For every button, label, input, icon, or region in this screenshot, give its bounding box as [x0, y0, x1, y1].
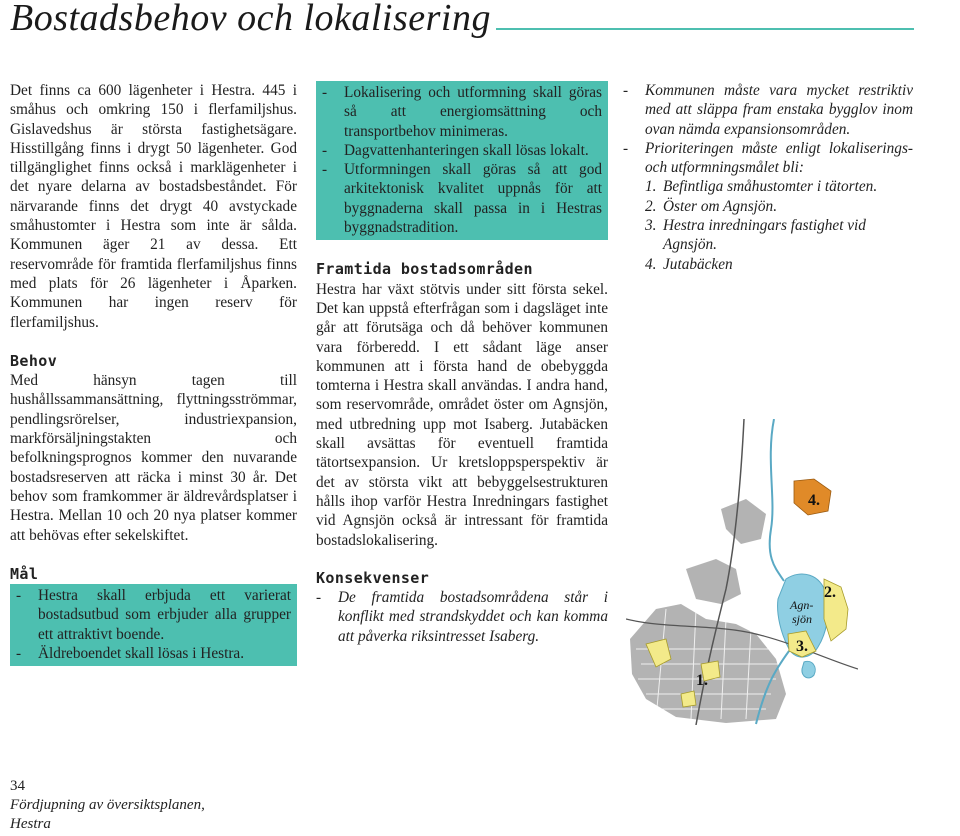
map-label-lake-text: sjön	[792, 612, 813, 626]
priority-item	[645, 177, 913, 196]
title-rule	[496, 28, 914, 30]
priority-text: Hestra inredningars fastighet vid Agnsjön.	[663, 217, 866, 254]
list-item-text: Kommunen måste vara mycket restriktiv med att släppa fram enstaka bygglov inom ovan nämda expansionsområden.	[645, 82, 913, 138]
expansion-areas-map	[626, 419, 858, 725]
column-right	[623, 81, 913, 274]
list-item-text: Hestra skall erbjuda ett varierat bostadsutbud som erbjuder alla grupper ett attraktivt boende.	[38, 587, 291, 643]
behov-paragraph: Med hänsyn tagen till hushållssammansättning, flyttningsströmmar, pendlingsrörelser, industriexpansion, markförsäljningstakten och befolkningsprognos kommer den nuvarande bostadsreserven att räcka i minst 30 år. Det behov som framkommer är äldrevårdsplatser i Hestra. Mellan 10 och 20 nya platser kommer att behövas efter sekelskiftet.	[10, 372, 297, 544]
behov-heading: Behov	[10, 351, 58, 370]
priority-number: 3.	[645, 217, 657, 235]
priority-text: Befintliga småhustomter i tätorten.	[663, 178, 878, 196]
priority-text: Öster om Agnsjön.	[663, 197, 778, 215]
map-label-area-4: 4.	[808, 492, 820, 509]
list-item-text: Prioriteringen måste enligt lokaliserings- och utformningsmålet bli:	[645, 139, 913, 177]
page-title: Bostadsbehov och lokalisering	[10, 0, 491, 39]
list-item: - Hestra skall erbjuda ett varierat bostadsutbud som erbjuder alla grupper ett attraktivt boende.	[16, 587, 291, 643]
list-item: - Utformningen skall göras så att god arkitektonisk kvalitet uppnås för att byggnaderna skall passa in i Hestras byggnadstradition.	[322, 161, 602, 237]
map-label-area-2: 2.	[824, 584, 836, 601]
lake-small	[802, 661, 815, 678]
list-item-text: De framtida bostadsområdena står i konflikt med strandskyddet och kan komma att påverka riksintresset Isaberg.	[338, 589, 608, 645]
list-item-text: Äldreboendet skall lösas i Hestra.	[38, 645, 245, 663]
priority-text: Jutabäcken	[663, 255, 733, 273]
policy-list	[623, 81, 913, 177]
mal-box	[10, 584, 297, 666]
intro-paragraph: Det finns ca 600 lägenheter i Hestra. 445 i småhus och omkring 150 i flerfamiljshus. Gislavedshus är största fastighetsägare. Hisstillgång finns i drygt 50 lägenheter. God tillgänglighet finns också i marklägenheter i det nyare delarna av bostadsbeståndet. För närvarande finns det drygt 40 avstyckade småhustomter i Hestra som inte är sålda. Kommunen äger 21 av dessa. Ett reservområde för framtida flerfamiljshus finns med plats för 26 lägenheter i Åparken. Kommunen har ingen reserv för flerfamiljshus.	[10, 82, 297, 331]
page-number: 34	[10, 778, 25, 794]
map-label-area-1: 1.	[696, 672, 708, 689]
priority-item	[645, 216, 913, 255]
list-item: - De framtida bostadsområdena står i konflikt med strandskyddet och kan komma att påverka riksintresset Isaberg.	[316, 589, 608, 645]
column-middle	[316, 81, 608, 646]
footer-line: Hestra	[10, 816, 51, 832]
priority-item	[645, 255, 913, 274]
priority-number: 1.	[645, 178, 657, 196]
footer-line: Fördjupning av översiktsplanen,	[10, 797, 205, 813]
goals-box	[316, 81, 608, 240]
map-label-lake-text: Agn-	[790, 598, 814, 612]
list-item-text: Utformningen skall göras så att god arkitektonisk kvalitet uppnås för att byggnaderna skall passa in i Hestras byggnadstradition.	[344, 161, 602, 237]
priority-number: 2.	[645, 197, 657, 215]
framtida-heading: Framtida bostadsområden	[316, 260, 533, 279]
list-item-text: Dagvattenhanteringen skall lösas lokalt.	[344, 141, 589, 159]
list-item: - Kommunen måste vara mycket restriktiv med att släppa fram enstaka bygglov inom ovan nämda expansionsområden.	[623, 82, 913, 138]
map-urban-area	[630, 499, 786, 723]
map-label-lake	[789, 598, 813, 626]
list-item: - Dagvattenhanteringen skall lösas lokalt.	[322, 141, 589, 159]
konsekvenser-heading: Konsekvenser	[316, 568, 430, 587]
list-item: - Prioriteringen måste enligt lokaliserings- och utformningsmålet bli:	[623, 139, 913, 177]
framtida-paragraph: Hestra har växt stötvis under sitt första sekel. Det kan uppstå efterfrågan som i dagsläget inte går att förutsäga och då behöver kommunen vara förberedd. I ett sådant läge anser kommunen att i första hand de obebyggda tomterna i Hestra skall användas. I andra hand, som reservområde, området öster om Agnsjön, med utbredning upp mot Isaberg. Jutabäcken skall avsättas för eventuell framtida tätortsexpansion. Ur kretsloppsperspektiv är det av största vikt att bebyggelsestrukturen hålls ihop varför Hestra Inredningars fastighet vid Agnsjön också är intressant för framtida bostadslokalisering.	[316, 280, 608, 549]
mal-heading: Mål	[10, 564, 39, 583]
konsekvenser-list	[316, 588, 608, 646]
page-footer	[10, 777, 205, 834]
priority-number: 4.	[645, 255, 657, 273]
priority-item	[645, 197, 913, 216]
list-item: - Äldreboendet skall lösas i Hestra.	[16, 645, 245, 663]
map-label-area-3: 3.	[796, 638, 808, 655]
priority-list	[623, 177, 913, 273]
list-item-text: Lokalisering och utformning skall göras så att energiomsättning och transportbehov minimeras.	[344, 84, 602, 140]
column-left	[10, 81, 297, 666]
mal-list	[16, 586, 291, 663]
list-item: - Lokalisering och utformning skall göras så att energiomsättning och transportbehov minimeras.	[322, 84, 602, 140]
goals-list	[322, 83, 602, 237]
